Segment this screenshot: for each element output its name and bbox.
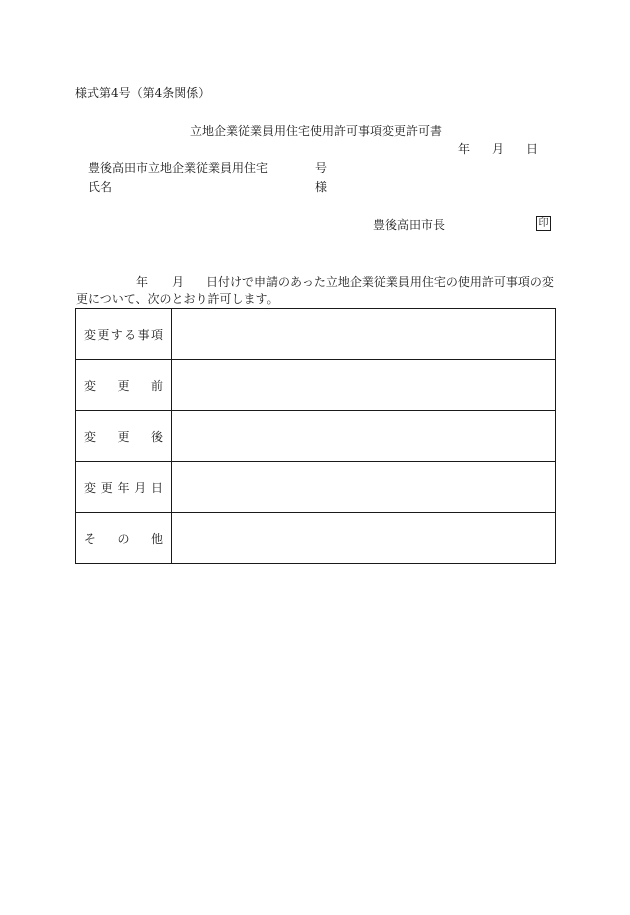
row-label-char: 更 bbox=[97, 327, 110, 342]
document-title: 立地企業従業員用住宅使用許可事項変更許可書 bbox=[190, 124, 443, 138]
row-label-char: す bbox=[110, 327, 123, 342]
row-label-char: 更 bbox=[100, 480, 113, 495]
row-value-after-change bbox=[172, 411, 556, 462]
row-value-before-change bbox=[172, 360, 556, 411]
table-row-change-date bbox=[76, 462, 556, 513]
table-row-after-change bbox=[76, 411, 556, 462]
row-label-char: 変 bbox=[84, 378, 97, 393]
row-label-char: る bbox=[124, 327, 137, 342]
row-label-before-change bbox=[76, 360, 172, 411]
date-day-label: 日 bbox=[526, 142, 539, 156]
issue-date-line bbox=[458, 142, 538, 156]
row-label-char: 項 bbox=[150, 327, 163, 342]
row-label-char: 変 bbox=[84, 429, 97, 444]
row-label-char: 日 bbox=[150, 480, 163, 495]
form-number: 様式第4号（第4条関係） bbox=[75, 86, 211, 100]
honorific: 様 bbox=[315, 180, 328, 194]
seal-mark: 印 bbox=[536, 216, 551, 231]
row-label-change-item bbox=[76, 309, 172, 360]
row-label-char: 変 bbox=[84, 327, 97, 342]
row-label-text bbox=[84, 428, 163, 445]
date-month-label: 月 bbox=[492, 142, 505, 156]
table-row-before-change bbox=[76, 360, 556, 411]
body-text-line-2: 更について、次のとおり許可します。 bbox=[76, 292, 279, 306]
housing-label: 豊後高田市立地企業従業員用住宅 bbox=[88, 161, 269, 175]
row-label-char: 変 bbox=[84, 480, 97, 495]
row-label-char: 更 bbox=[117, 378, 130, 393]
row-label-char: そ bbox=[84, 531, 97, 546]
row-label-text bbox=[84, 377, 163, 394]
row-value-change-item bbox=[172, 309, 556, 360]
row-label-char: 事 bbox=[137, 327, 150, 342]
row-label-other bbox=[76, 513, 172, 564]
row-label-char: 後 bbox=[150, 429, 163, 444]
row-label-char: 他 bbox=[150, 531, 163, 546]
issuer-mayor: 豊後高田市長 bbox=[373, 218, 446, 232]
row-label-char: 前 bbox=[150, 378, 163, 393]
row-label-char: 月 bbox=[134, 480, 147, 495]
body-text-rest: 日付けで申請のあった立地企業従業員用住宅の使用許可事項の変 bbox=[206, 275, 554, 289]
row-label-text bbox=[84, 479, 163, 496]
row-label-char: の bbox=[117, 531, 130, 546]
row-label-text bbox=[84, 326, 163, 343]
body-year-label: 年 bbox=[136, 275, 149, 289]
body-text-line-1 bbox=[76, 275, 554, 289]
change-details-table bbox=[75, 308, 556, 564]
row-label-char: 更 bbox=[117, 429, 130, 444]
row-label-char: 年 bbox=[117, 480, 130, 495]
row-label-text bbox=[84, 530, 163, 547]
row-value-other bbox=[172, 513, 556, 564]
table-row-change-item bbox=[76, 309, 556, 360]
date-year-label: 年 bbox=[458, 142, 471, 156]
row-label-change-date bbox=[76, 462, 172, 513]
name-label: 氏名 bbox=[88, 180, 113, 194]
table-row-other bbox=[76, 513, 556, 564]
row-value-change-date bbox=[172, 462, 556, 513]
body-month-label: 月 bbox=[172, 275, 185, 289]
housing-number-suffix: 号 bbox=[315, 161, 328, 175]
row-label-after-change bbox=[76, 411, 172, 462]
